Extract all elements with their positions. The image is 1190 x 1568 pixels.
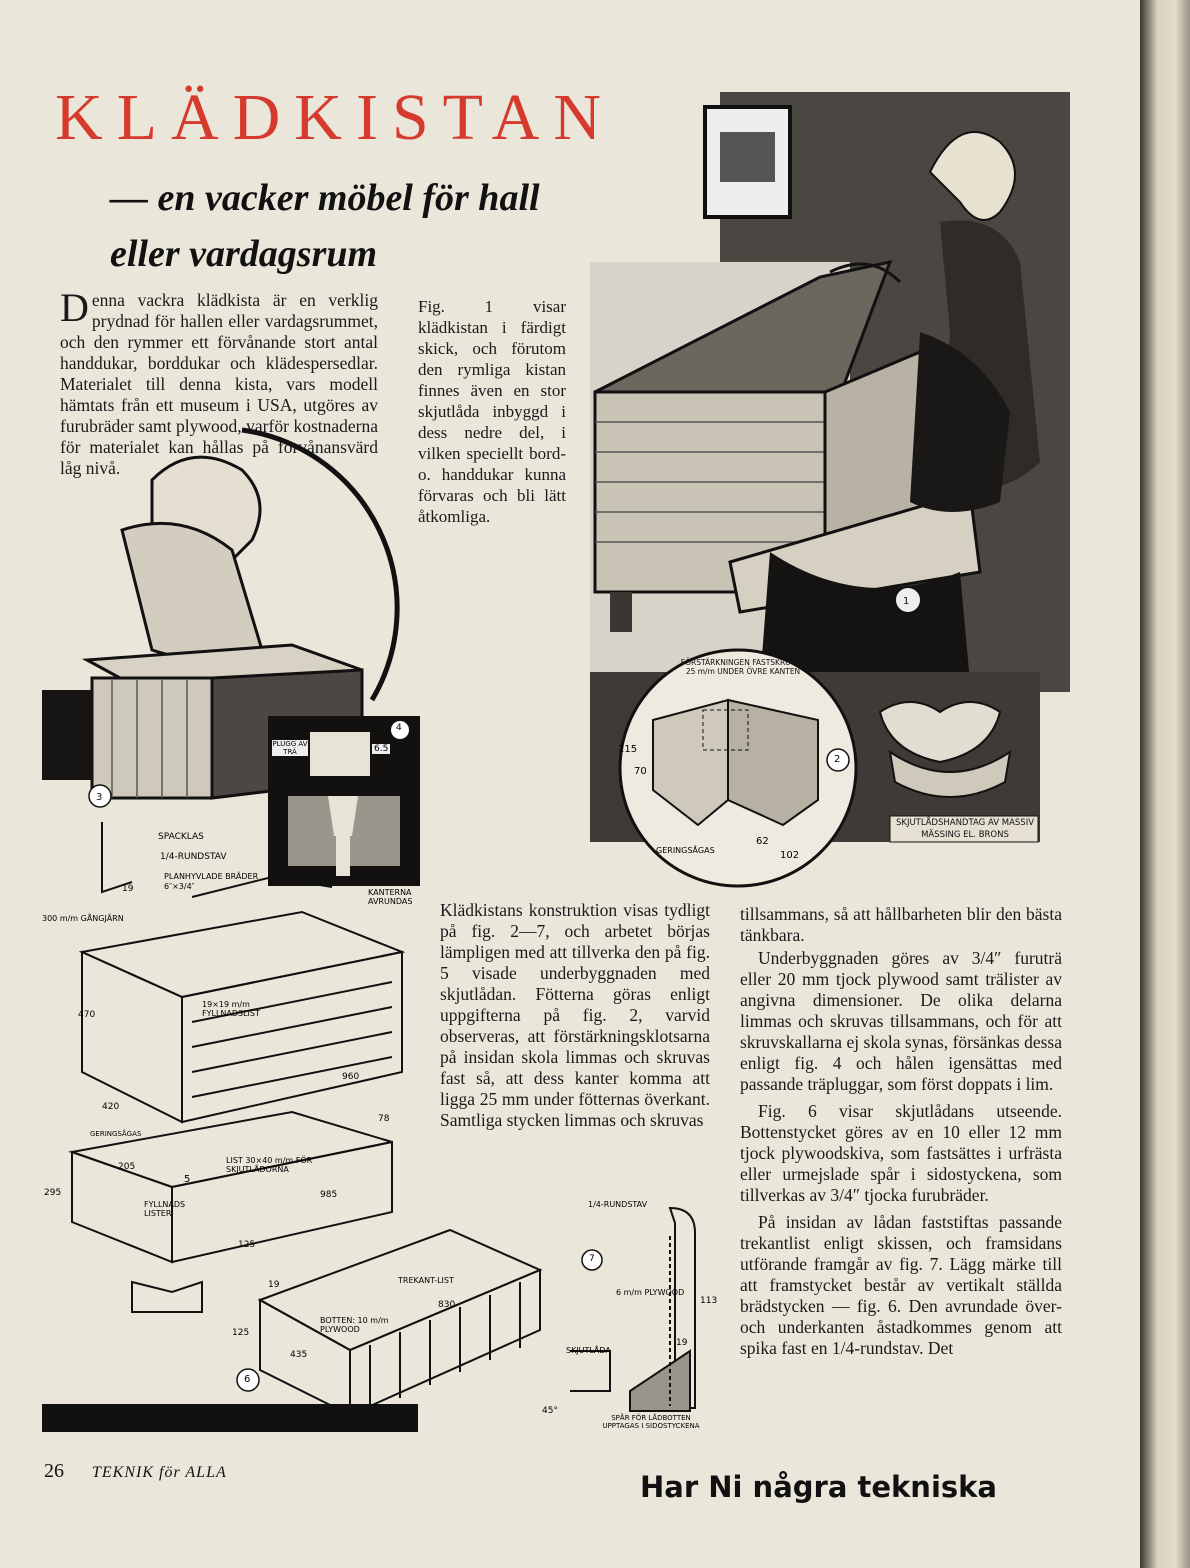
figure-6-drawer-drawing [210,1200,550,1430]
fig4-dim: 6.5 [374,744,389,754]
fig7-skjutlada: SKJUTLÅDA [566,1346,611,1355]
fig7-d113: 113 [700,1296,718,1306]
fig5-d470: 470 [78,1010,96,1020]
body-column-a [440,900,710,1131]
body-column-b [740,904,1062,1359]
next-article-teaser: Har Ni några tekniska [640,1470,998,1504]
figure-black-bar [42,1404,418,1432]
fig5-d78: 78 [378,1114,390,1124]
fig5-d295: 295 [44,1188,62,1198]
fig7-d19: 19 [676,1338,688,1348]
figure-1-illustration [590,92,1070,692]
body-paragraph-4: På insidan av lådan faststiftas passande trekantlist enligt skissen, och framsidans utförande framgår av fig. 7. Lägg märke till att framstycket består av vertikalt ställda brädstycken — fig. 6. Den avrundade över- och underkanten åstadkommes genom att spika fast en 1/4-rundstav. Det [740,1212,1062,1358]
fig7-d45: 45° [542,1406,558,1416]
fig2-dim-102: 102 [780,850,800,861]
fig5-d205: 205 [118,1162,136,1172]
article-subtitle: — en vacker möbel för hall eller vardagsrum [110,177,540,275]
handle-label: SKJUTLÅDSHANDTAG AV MASSIV MÄSSING EL. BRONS [895,818,1035,840]
fig6-trekantlist: TREKANT-LIST [398,1276,454,1285]
fig7-rundstav: 1/4-RUNDSTAV [588,1200,648,1209]
figure-7-profile-detail [540,1196,730,1446]
fig1-description: Fig. 1 visar klädkistan i färdigt skick, och förutom den rymliga kistan finnes även en stor skjutlåda inbyggd i dess nedre del, i vilken speciellt bord- o. handdukar kunna förvaras och bli lätt åtkomliga. [418,297,566,526]
narrow-column [418,296,566,527]
article-title: KLÄDKISTAN [55,81,616,154]
fig5-d19: 19 [122,884,134,894]
fig2-number: 2 [834,754,841,765]
fig6-d830: 830 [438,1300,456,1310]
fig5-fyllnadslister: FYLLNADS LISTER [144,1200,186,1218]
fig2-reinforcement-label: FÖRSTÄRKNINGEN FASTSKRUVAS 25 m/m UNDER ÖVRE KANTEN [680,658,806,676]
fig7-number: 7 [589,1254,595,1264]
fig5-d125: 125 [238,1240,256,1250]
fig6-d19: 19 [268,1280,280,1290]
fig6-d125: 125 [232,1328,250,1338]
fig5-spacklas: SPACKLAS [158,832,204,842]
fig5-rundstav: 1/4-RUNDSTAV [160,852,227,862]
fig5-d960: 960 [342,1072,360,1082]
intro-paragraph: Denna vackra klädkista är en verklig prydnad för hallen eller vardagsrummet, och den rymmer ett förvånande stort antal handdukar, borddukar och klädespersedlar. Materialet till denna kista, vars modell hämtats från ett museum i USA, utgöres av furubräder samt plywood, varför kostnaderna för materialet kan hållas på förvånansvärd låg nivå. [60,285,378,478]
figure-1-number: 1 [903,596,910,607]
fig4-number: 4 [396,723,402,733]
fig5-d420: 420 [102,1102,120,1112]
body-paragraph-3: Fig. 6 visar skjutlådans utseende. Bottenstycket göres av en 10 eller 12 mm tjock plywoodskiva, som fastsättes i urfrästa eller urmejslade spår i sidostyckena, som tillverkas av 3/4″ tjocka furubräder. [740,1101,1062,1205]
fig7-plywood: 6 m/m PLYWOOD [616,1288,685,1297]
fig2-dim-115: 115 [618,744,638,755]
fig5-geringsagas: GERINGSÅGAS [90,1130,142,1138]
figure-2-foot-detail [608,640,868,890]
fig6-d435: 435 [290,1350,308,1360]
body-paragraph-1: tillsammans, så att hållbarheten blir den bästa tänkbara. [740,904,1062,945]
fig2-dim-70: 70 [634,766,647,777]
intro-column-left [60,285,378,478]
fig5-list: LIST 30×40 m/m FÖR SKJUTLÅDORNA [226,1156,313,1174]
fig2-dim-62: 62 [756,836,769,847]
fig6-number: 6 [244,1374,251,1385]
fig7-spar: SPÅR FÖR LÅDBOTTEN UPPTAGAS I SIDOSTYCKENA [602,1414,700,1430]
fig5-fyllnadslist: 19×19 m/m FYLLNADSLIST [202,1000,260,1018]
magazine-name: TEKNIK för ALLA [92,1464,227,1481]
figure-3-number: 3 [96,792,103,803]
fig5-gangjarn: 300 m/m GÅNGJÄRN [42,914,124,923]
construction-paragraph: Klädkistans konstruktion visas tydligt på fig. 2—7, och arbetet börjas lämpligen med att tillverka den på fig. 5 visade underbyggnaden med skjutlådan. Fötterna göras enligt uppgifterna på fig. 2, varvid observeras, att förstärkningsklotsarna på insidan skola limmas och skruvas fast så, att dess kanter komma att ligga 25 mm under fötternas överkant. Samtliga stycken limmas och skruvas [440,900,710,1130]
fig4-plug-label: PLUGG AV TRÄ [272,740,308,756]
fig5-number: 5 [184,1174,191,1185]
body-paragraph-2: Underbyggnaden göres av 3/4″ furuträ eller 20 mm tjock plywood samt trälister av angivna dimensioner. De olika delarna limmas och skruvas tillsammans, och för att skruvskallarna ej skola synas, försänkas dessa enligt fig. 4 och hålen igensättas med passande träpluggar, som först doppats i lim. [740,948,1062,1094]
fig2-cut-label: GERINGSÅGAS [656,846,715,855]
fig5-kanterna: KANTERNA AVRUNDAS [368,888,413,906]
fig6-botten: BOTTEN: 10 m/m PLYWOOD [320,1316,389,1334]
page-number: 26 [44,1460,64,1482]
fig5-d985: 985 [320,1190,338,1200]
next-page-edge [1140,0,1190,1568]
fig5-planhyvlade: PLANHYVLADE BRÄDER 6″×3/4″ [164,872,259,891]
